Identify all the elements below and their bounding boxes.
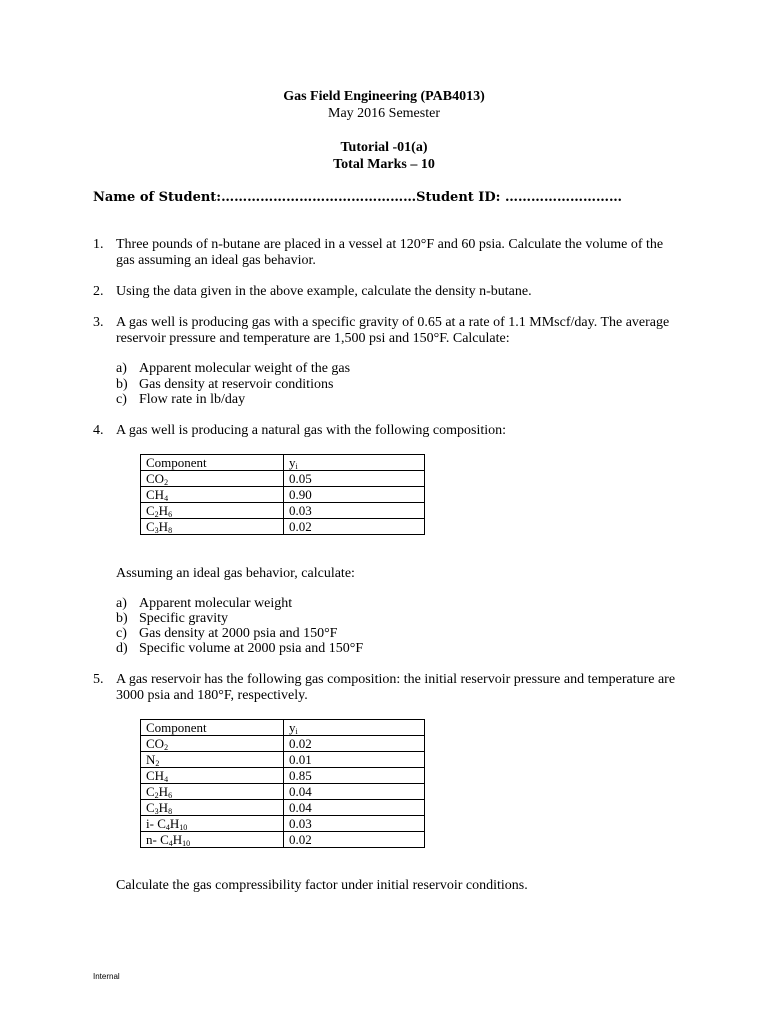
total-marks-label: Total Marks – 10 <box>333 157 435 172</box>
question-number: 5. <box>93 672 104 687</box>
column-header-component: Component <box>141 720 284 736</box>
mole-fraction-cell: 0.01 <box>284 752 425 768</box>
student-info-line <box>93 190 622 205</box>
question-5-followup: Calculate the gas compressibility factor under initial reservoir conditions. <box>116 878 528 893</box>
mole-fraction-cell: 0.90 <box>284 487 425 503</box>
part-text: Specific volume at 2000 psia and 150°F <box>139 641 364 656</box>
table-row <box>141 768 425 784</box>
composition-table-q5 <box>140 719 425 848</box>
part-label: c) <box>116 626 127 641</box>
question-text: Three pounds of n-butane are placed in a vessel at 120°F and 60 psia. Calculate the volume of the gas assuming an ideal gas behavior. <box>116 237 664 268</box>
table-row <box>141 784 425 800</box>
part-label: c) <box>116 392 127 407</box>
question-4-followup: Assuming an ideal gas behavior, calculate: <box>116 566 355 581</box>
mole-fraction-cell: 0.03 <box>284 816 425 832</box>
component-cell: $C_2H_6$ <box>141 784 284 800</box>
question-3-part-a <box>116 361 350 377</box>
component-cell: n- $C_4H_{10}$ <box>141 832 284 848</box>
mole-fraction-cell: 0.02 <box>284 519 425 535</box>
component-cell: $CH_4$ <box>141 768 284 784</box>
mole-fraction-cell: 0.05 <box>284 471 425 487</box>
question-4-part-c <box>116 626 337 642</box>
question-3-part-b <box>116 377 333 393</box>
mole-fraction-cell: 0.04 <box>284 800 425 816</box>
component-cell: i- $C_4H_{10}$ <box>141 816 284 832</box>
table-row <box>141 816 425 832</box>
question-1 <box>93 237 683 269</box>
component-cell: $CH_4$ <box>141 487 284 503</box>
question-4-part-b <box>116 611 228 627</box>
question-number: 1. <box>93 237 104 252</box>
part-text: Gas density at reservoir conditions <box>139 377 334 392</box>
question-text: Using the data given in the above example, calculate the density n-butane. <box>116 284 532 299</box>
composition-table-q4 <box>140 454 425 535</box>
tutorial-label: Tutorial -01(a) <box>340 140 428 155</box>
question-text: A gas well is producing a natural gas with the following composition: <box>116 423 506 438</box>
part-label: d) <box>116 641 128 656</box>
student-name-label: Name of Student: <box>93 190 222 205</box>
table-row <box>141 736 425 752</box>
table-row <box>141 752 425 768</box>
column-header-mole-fraction: $y_i$ <box>284 720 425 736</box>
classification-label: Internal <box>93 972 120 981</box>
question-4-part-d <box>116 641 363 657</box>
part-label: a) <box>116 596 127 611</box>
component-cell: $C_3H_8$ <box>141 519 284 535</box>
mole-fraction-cell: 0.04 <box>284 784 425 800</box>
question-text: A gas reservoir has the following gas composition: the initial reservoir pressure and temperature are 3000 psia and 180°F, respectively. <box>116 672 676 703</box>
part-text: Flow rate in lb/day <box>139 392 246 407</box>
component-cell: $CO_2$ <box>141 736 284 752</box>
question-number: 4. <box>93 423 104 438</box>
table-header-row <box>141 455 425 471</box>
mole-fraction-cell: 0.02 <box>284 832 425 848</box>
table-row <box>141 471 425 487</box>
table-row <box>141 800 425 816</box>
mole-fraction-cell: 0.02 <box>284 736 425 752</box>
part-text: Apparent molecular weight <box>139 596 293 611</box>
table-row <box>141 503 425 519</box>
table-row <box>141 519 425 535</box>
student-id-label: Student ID: <box>416 190 501 205</box>
component-cell: $N_2$ <box>141 752 284 768</box>
part-label: b) <box>116 377 128 392</box>
column-header-mole-fraction: $y_i$ <box>284 455 425 471</box>
question-number: 2. <box>93 284 104 299</box>
question-3 <box>93 315 683 347</box>
question-3-part-c <box>116 392 245 408</box>
student-id-blank: ……………………… <box>504 190 622 205</box>
question-4 <box>93 423 683 439</box>
question-2 <box>93 284 683 300</box>
table-row <box>141 832 425 848</box>
course-title: Gas Field Engineering (PAB4013) <box>283 89 485 104</box>
mole-fraction-cell: 0.85 <box>284 768 425 784</box>
part-text: Apparent molecular weight of the gas <box>139 361 351 376</box>
table-header-row <box>141 720 425 736</box>
part-label: b) <box>116 611 128 626</box>
question-4-part-a <box>116 596 292 612</box>
table-row <box>141 487 425 503</box>
question-5 <box>93 672 683 704</box>
student-name-blank: ……………………………………… <box>221 190 417 205</box>
column-header-component: Component <box>141 455 284 471</box>
question-number: 3. <box>93 315 104 330</box>
part-label: a) <box>116 361 127 376</box>
semester-label: May 2016 Semester <box>328 106 440 121</box>
part-text: Gas density at 2000 psia and 150°F <box>139 626 338 641</box>
mole-fraction-cell: 0.03 <box>284 503 425 519</box>
component-cell: $C_2H_6$ <box>141 503 284 519</box>
part-text: Specific gravity <box>139 611 229 626</box>
question-text: A gas well is producing gas with a specific gravity of 0.65 at a rate of 1.1 MMscf/day. The average reservoir pressure and temperature are 1,500 psi and 150°F. Calculate: <box>116 315 670 346</box>
component-cell: $C_3H_8$ <box>141 800 284 816</box>
component-cell: $CO_2$ <box>141 471 284 487</box>
